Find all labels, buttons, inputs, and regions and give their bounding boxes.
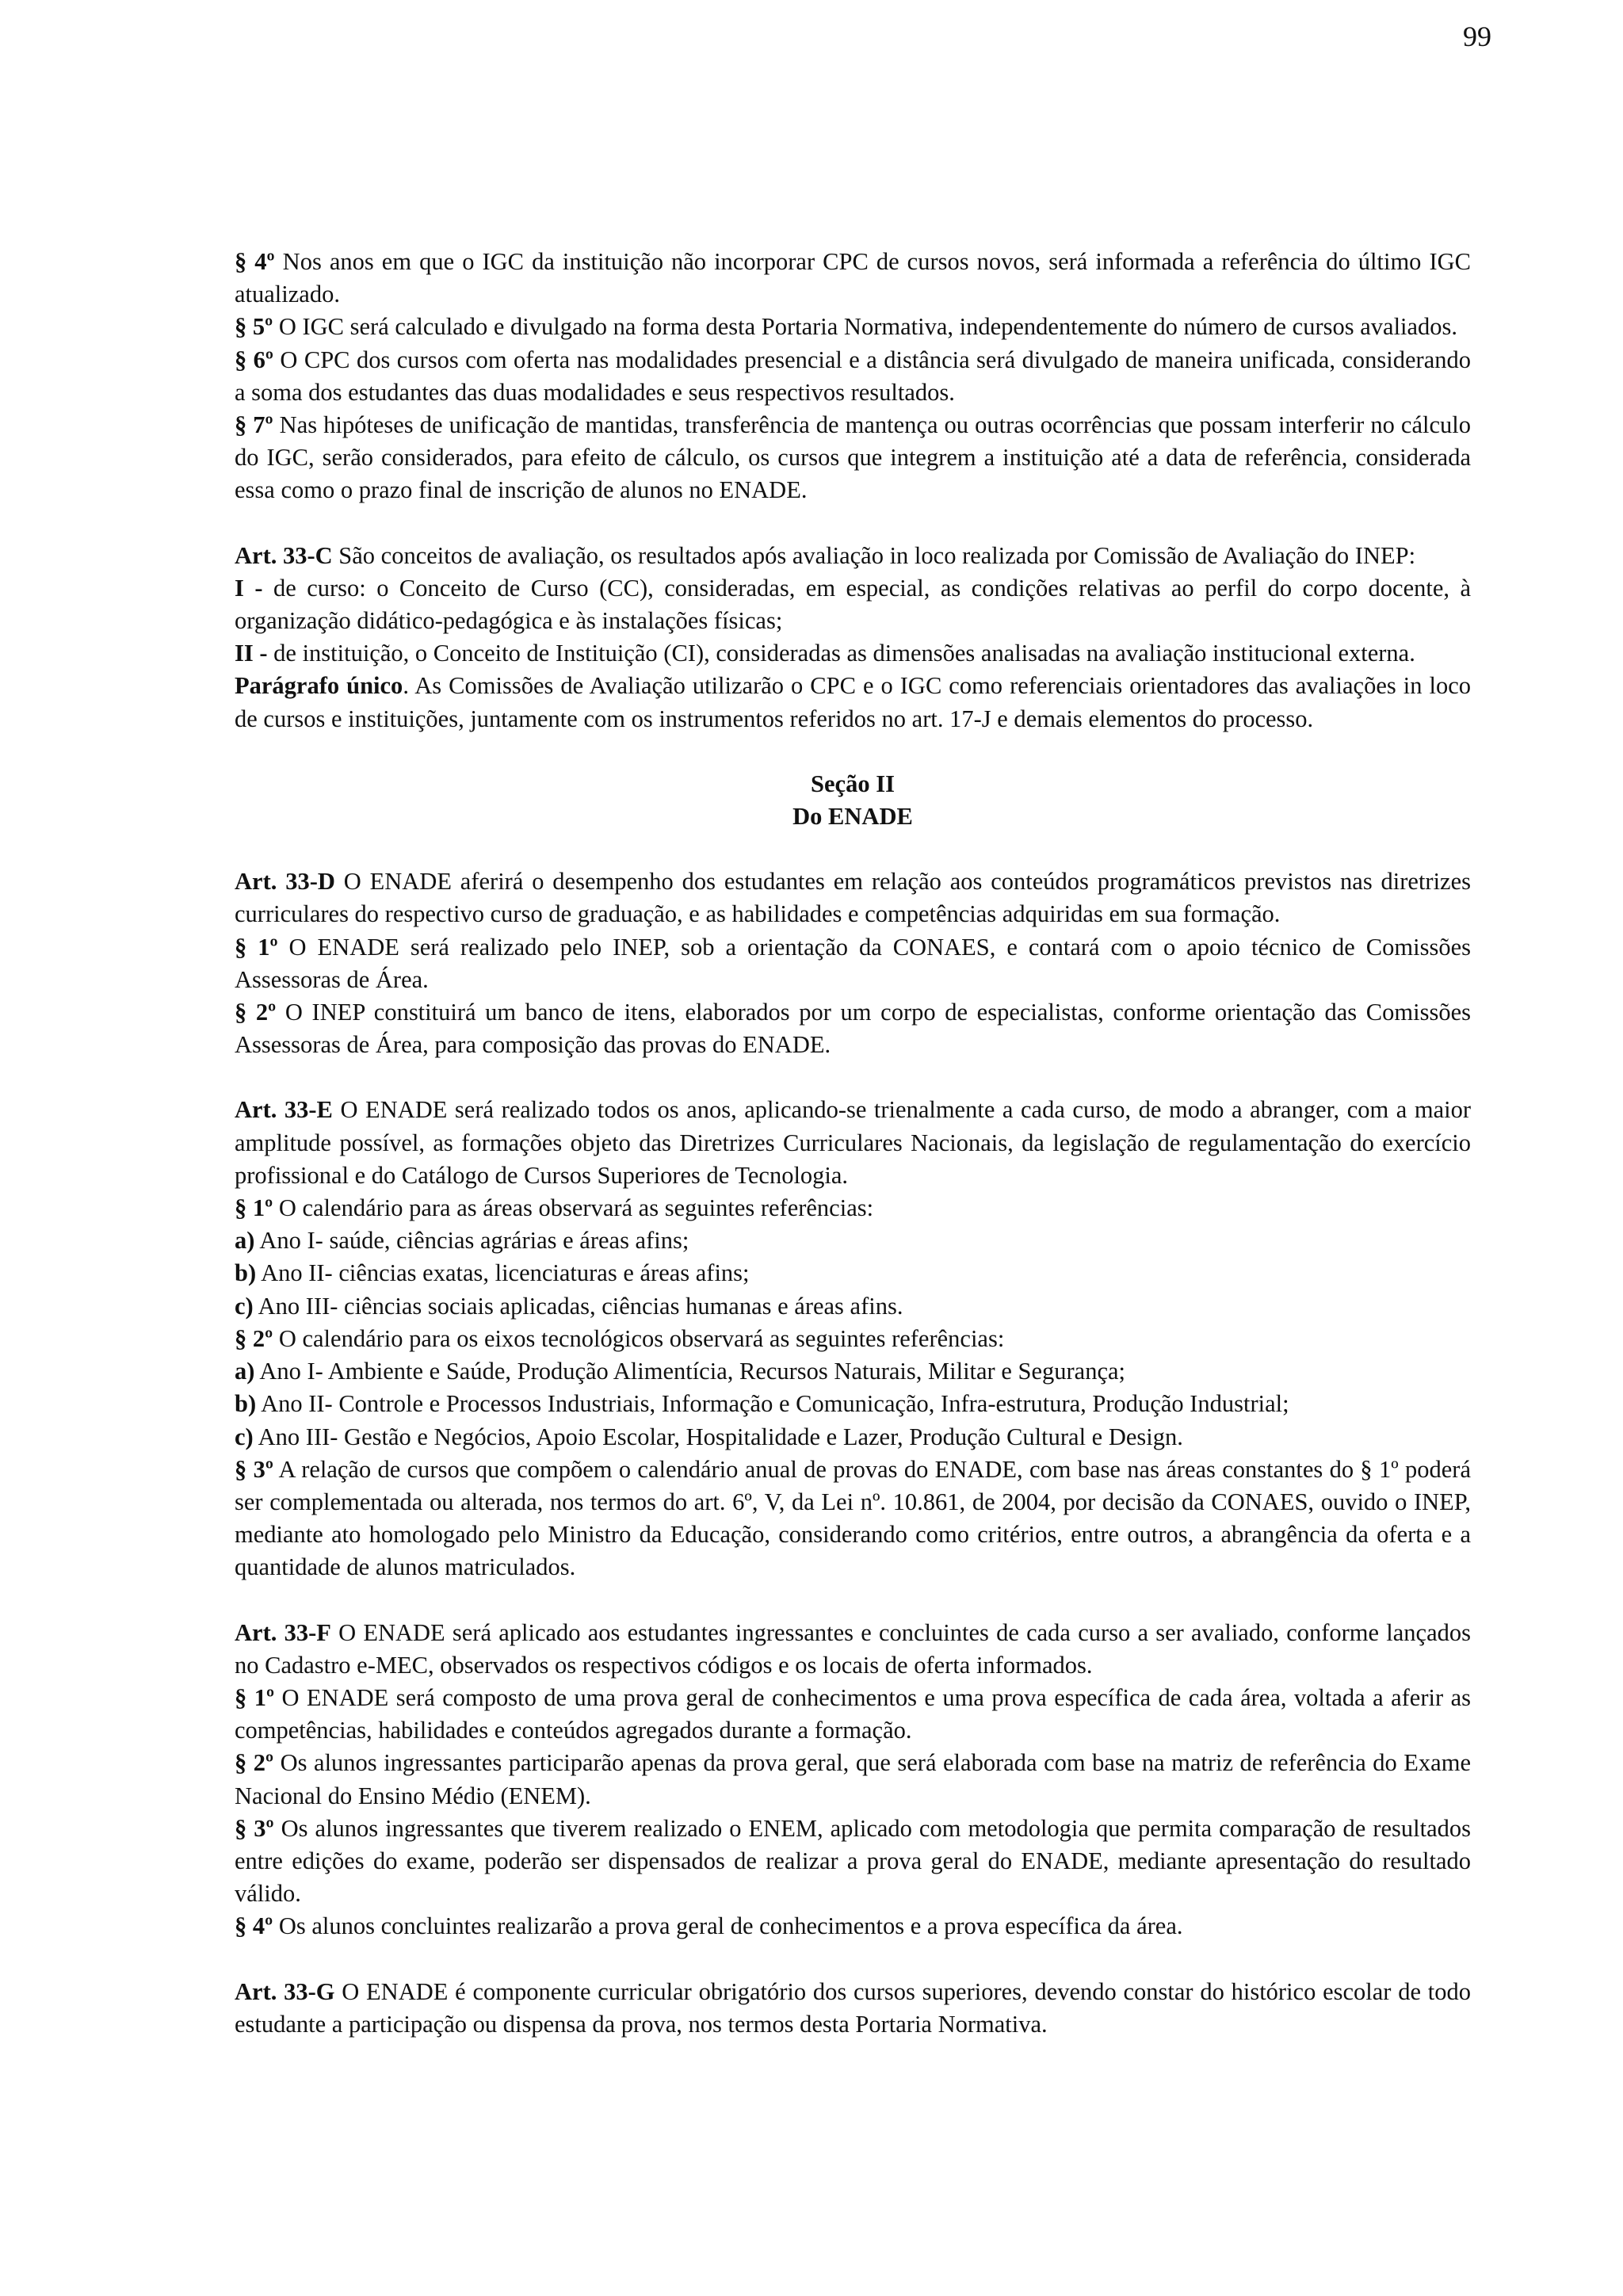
paragraph-gap <box>235 1061 1471 1094</box>
paragraph-lead: § 3º <box>235 1814 274 1842</box>
paragraph <box>235 996 1471 1061</box>
paragraph-text: Ano III- ciências sociais aplicadas, ciências humanas e áreas afins. <box>253 1292 903 1320</box>
paragraph-lead: § 1º <box>235 1194 273 1222</box>
paragraph <box>235 1454 1471 1584</box>
paragraph-lead: § 2º <box>235 1749 274 1777</box>
paragraph <box>235 1617 1471 1682</box>
document-body <box>235 246 1471 2041</box>
paragraph <box>235 865 1471 930</box>
paragraph <box>235 931 1471 996</box>
paragraph <box>235 572 1471 637</box>
paragraph-text: Ano I- Ambiente e Saúde, Produção Alimentícia, Recursos Naturais, Militar e Segurança; <box>254 1358 1125 1385</box>
paragraph-text: O ENADE será realizado pelo INEP, sob a orientação da CONAES, e contará com o apoio técnico de Comissões Assessoras de Área. <box>235 933 1471 993</box>
paragraph-gap <box>235 1943 1471 1976</box>
paragraph-lead: Art. 33-D <box>235 868 335 896</box>
paragraph-text: O INEP constituirá um banco de itens, elaborados por um corpo de especialistas, conforme orientação das Comissões Assessoras de Área, para composição das provas do ENADE. <box>235 999 1471 1059</box>
paragraph-text: O ENADE será aplicado aos estudantes ingressantes e concluintes de cada curso a ser avaliado, conforme lançados no Cadastro e-MEC, observados os respectivos códigos e os locais de oferta informados. <box>235 1618 1471 1679</box>
paragraph-lead: § 1º <box>235 1683 275 1711</box>
paragraph-lead: § 2º <box>235 1324 273 1352</box>
paragraph <box>235 540 1471 572</box>
paragraph-text: Os alunos ingressantes participarão apenas da prova geral, que será elaborada com base na matriz de referência do Exame Nacional do Ensino Médio (ENEM). <box>235 1749 1471 1809</box>
paragraph-text: Ano I- saúde, ciências agrárias e áreas afins; <box>254 1227 689 1255</box>
paragraph-text: Os alunos concluintes realizarão a prova geral de conhecimentos e a prova específica da área. <box>273 1912 1183 1940</box>
paragraph <box>235 1813 1471 1911</box>
paragraph-text: de curso: o Conceito de Curso (CC), consideradas, em especial, as condições relativas ao perfil do corpo docente, à organização didático-pedagógica e às instalações físicas; <box>235 574 1472 635</box>
paragraph-lead: a) <box>235 1227 255 1255</box>
paragraph <box>235 1323 1471 1355</box>
page-number: 99 <box>1463 21 1491 52</box>
paragraph-text: Ano II- ciências exatas, licenciaturas e áreas afins; <box>256 1259 750 1287</box>
paragraph-text: O ENADE será composto de uma prova geral de conhecimentos e uma prova específica de cada área, voltada a aferir as competências, habilidades e conteúdos agregados durante a formação. <box>235 1683 1471 1744</box>
paragraph-lead: § 2º <box>235 999 277 1026</box>
section-heading: Do ENADE <box>792 803 913 831</box>
paragraph-text: Ano II- Controle e Processos Industriais, Informação e Comunicação, Infra-estrutura, Produção Industrial; <box>256 1390 1289 1418</box>
paragraph <box>235 670 1471 735</box>
paragraph <box>235 1682 1471 1747</box>
paragraph <box>235 1290 1471 1323</box>
paragraph-lead: II - <box>235 640 268 667</box>
paragraph <box>235 1910 1471 1943</box>
paragraph-lead: b) <box>235 1390 257 1418</box>
paragraph-gap <box>235 1584 1471 1617</box>
paragraph-text: Ano III- Gestão e Negócios, Apoio Escolar, Hospitalidade e Lazer, Produção Cultural e Design. <box>253 1423 1183 1450</box>
paragraph-lead: § 1º <box>235 933 278 961</box>
paragraph-text: O CPC dos cursos com oferta nas modalidades presencial e a distância será divulgado de maneira unificada, considerando a soma dos estudantes das duas modalidades e seus respectivos resultados. <box>235 346 1471 406</box>
paragraph <box>235 1355 1471 1388</box>
paragraph-text: O ENADE é componente curricular obrigatório dos cursos superiores, devendo constar do histórico escolar de todo estudante a participação ou dispensa da prova, nos termos desta Portaria Normativa. <box>235 1977 1471 2038</box>
paragraph <box>235 1388 1471 1420</box>
paragraph-lead: Art. 33-C <box>235 541 333 569</box>
paragraph <box>235 311 1471 343</box>
paragraph-text: de instituição, o Conceito de Instituição (CI), consideradas as dimensões analisadas na avaliação institucional externa. <box>267 640 1415 667</box>
paragraph-text: São conceitos de avaliação, os resultados após avaliação in loco realizada por Comissão de Avaliação do INEP: <box>332 541 1416 569</box>
paragraph <box>235 1257 1471 1289</box>
paragraph-lead: Art. 33-F <box>235 1618 331 1646</box>
paragraph-lead: Parágrafo único <box>235 672 403 700</box>
paragraph <box>235 344 1471 409</box>
paragraph-text: Nas hipóteses de unificação de mantidas, transferência de mantença ou outras ocorrências que possam interferir no cálculo do IGC, serão considerados, para efeito de cálculo, os cursos que integrem a instituição até a data de referência, considerada essa como o prazo final de inscrição de alunos no ENADE. <box>235 411 1471 504</box>
paragraph-gap <box>235 507 1471 540</box>
paragraph-text: O ENADE aferirá o desempenho dos estudantes em relação aos conteúdos programáticos previstos nas diretrizes curriculares do respectivo curso de graduação, e as habilidades e competências adquiridas em sua formação. <box>235 868 1472 928</box>
paragraph-text: A relação de cursos que compõem o calendário anual de provas do ENADE, com base nas áreas constantes do § 1º poderá ser complementada ou alterada, nos termos do art. 6º, V, da Lei nº. 10.861, de 2004, por decisão da CONAES, ouvido o INEP, mediante ato homologado pelo Ministro da Educação, considerando como critérios, entre outros, a abrangência da oferta e a quantidade de alunos matriculados. <box>235 1455 1471 1581</box>
paragraph <box>235 637 1471 670</box>
paragraph-lead: I - <box>235 574 263 602</box>
paragraph-lead: a) <box>235 1358 255 1385</box>
paragraph-lead: § 5º <box>235 313 273 341</box>
paragraph <box>235 409 1471 507</box>
paragraph-lead: § 4º <box>235 248 275 275</box>
paragraph-lead: § 4º <box>235 1912 273 1940</box>
paragraph <box>235 246 1471 311</box>
paragraph-text: O calendário para os eixos tecnológicos observará as seguintes referências: <box>273 1324 1005 1352</box>
paragraph-lead: § 7º <box>235 411 273 439</box>
paragraph-gap <box>235 833 1471 865</box>
paragraph-lead: § 3º <box>235 1455 273 1483</box>
paragraph-lead: c) <box>235 1292 254 1320</box>
paragraph <box>235 1747 1471 1812</box>
paragraph-text: Os alunos ingressantes que tiverem realizado o ENEM, aplicado com metodologia que permita comparação de resultados entre edições do exame, poderão ser dispensados de realizar a prova geral do ENADE, mediante apresentação do resultado válido. <box>235 1814 1471 1908</box>
paragraph-text: O IGC será calculado e divulgado na forma desta Portaria Normativa, independentemente do número de cursos avaliados. <box>273 313 1458 341</box>
paragraph-gap <box>235 735 1471 768</box>
section-heading: Seção II <box>811 770 895 797</box>
paragraph-lead: § 6º <box>235 346 273 373</box>
paragraph <box>235 1421 1471 1454</box>
paragraph-text: O calendário para as áreas observará as seguintes referências: <box>273 1194 874 1222</box>
paragraph-lead: b) <box>235 1259 257 1287</box>
paragraph <box>235 1192 1471 1224</box>
paragraph <box>235 1224 1471 1257</box>
paragraph-text: O ENADE será realizado todos os anos, aplicando-se trienalmente a cada curso, de modo a abranger, com a maior amplitude possível, as formações objeto das Diretrizes Curriculares Nacionais, da legislação de regulamentação do exercício profissional e do Catálogo de Cursos Superiores de Tecnologia. <box>235 1096 1471 1189</box>
paragraph-lead: Art. 33-G <box>235 1977 335 2005</box>
paragraph-lead: c) <box>235 1423 254 1450</box>
paragraph-text: . As Comissões de Avaliação utilizarão o CPC e o IGC como referenciais orientadores das avaliações in loco de cursos e instituições, juntamente com os instrumentos referidos no art. 17-J e demais elementos do processo. <box>235 672 1471 732</box>
paragraph <box>235 1094 1471 1192</box>
paragraph <box>235 1976 1471 2041</box>
paragraph-lead: Art. 33-E <box>235 1096 333 1124</box>
paragraph-text: Nos anos em que o IGC da instituição não incorporar CPC de cursos novos, será informada a referência do último IGC atualizado. <box>235 248 1471 308</box>
